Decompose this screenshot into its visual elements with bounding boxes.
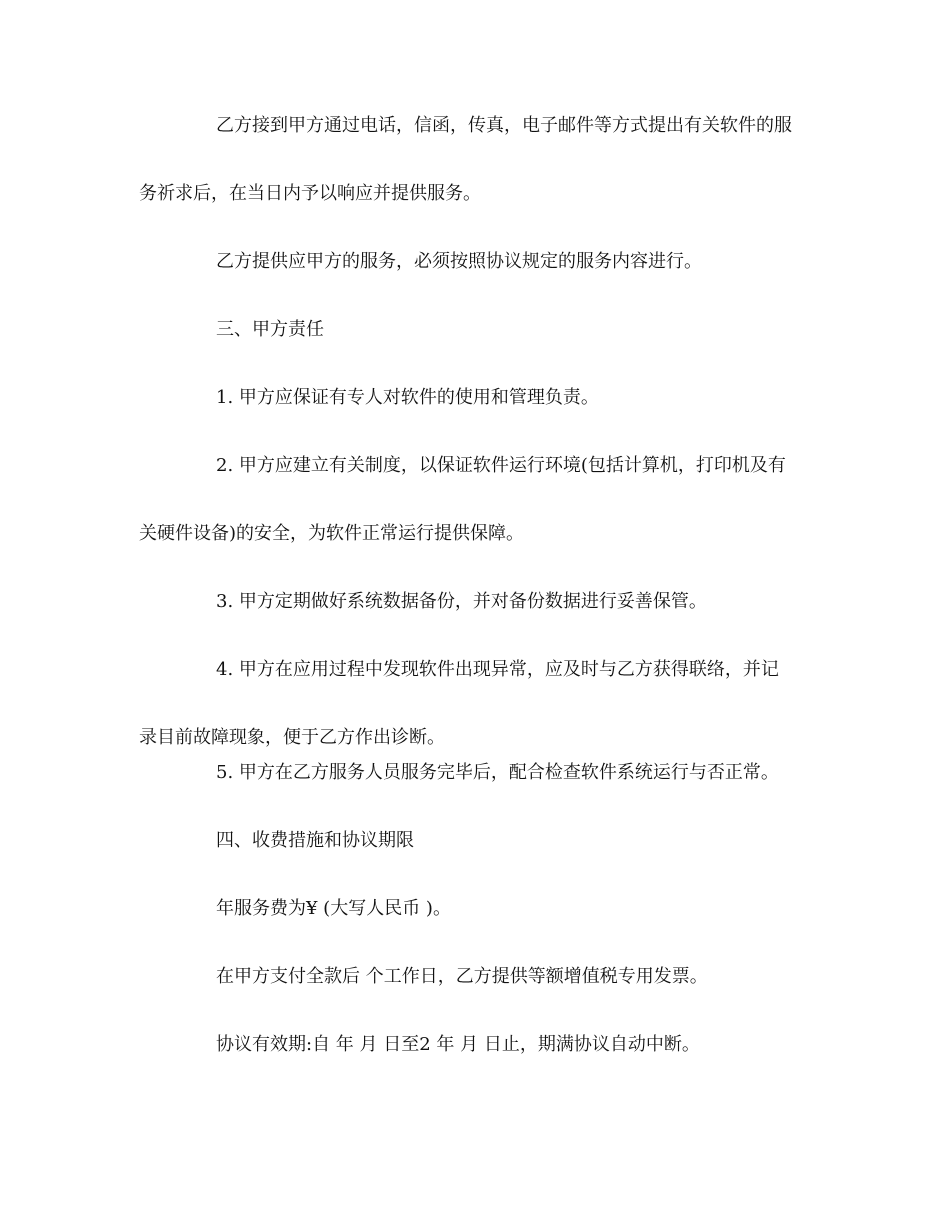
list-item-2 [139,432,819,568]
paragraph-annual-fee [139,875,819,943]
paragraph-invoice [139,943,819,1011]
paragraph-validity-period [139,1011,819,1079]
paragraph-line: 协议有效期:自 年 月 日至2 年 月 日止，期满协议自动中断。 [216,1034,700,1055]
list-item-5 [139,739,819,807]
section-heading-fees-term [139,807,819,875]
paragraph-line: 5. 甲方在乙方服务人员服务完毕后，配合检查软件系统运行与否正常。 [216,762,779,783]
heading-line: 三、甲方责任 [216,319,324,340]
heading-line: 四、收费措施和协议期限 [216,830,414,851]
paragraph-line: 年服务费为¥ (大写人民币 )。 [216,898,451,919]
list-item-3 [139,568,819,636]
list-item-1 [139,364,819,432]
paragraph-line: 1. 甲方应保证有专人对软件的使用和管理负责。 [216,387,599,408]
paragraph-line: 4. 甲方在应用过程中发现软件出现异常，应及时与乙方获得联络，并记 [216,659,779,680]
paragraph-line: 务祈求后，在当日内予以响应并提供服务。 [139,183,481,204]
paragraph-line: 乙方提供应甲方的服务，必须按照协议规定的服务内容进行。 [216,251,702,272]
paragraph-line: 录目前故障现象，便于乙方作出诊断。 [139,727,445,748]
section-heading-party-a-duties [139,296,819,364]
paragraph-line: 2. 甲方应建立有关制度，以保证软件运行环境(包括计算机，打印机及有 [216,455,786,476]
paragraph-service-response [139,92,819,228]
paragraph-line: 3. 甲方定期做好系统数据备份，并对备份数据进行妥善保管。 [216,591,707,612]
paragraph-line: 乙方接到甲方通过电话，信函，传真，电子邮件等方式提出有关软件的服 [216,115,792,136]
paragraph-line: 关硬件设备)的安全，为软件正常运行提供保障。 [139,523,525,544]
paragraph-service-content [139,228,819,296]
paragraph-line: 在甲方支付全款后 个工作日，乙方提供等额增值税专用发票。 [216,966,708,987]
